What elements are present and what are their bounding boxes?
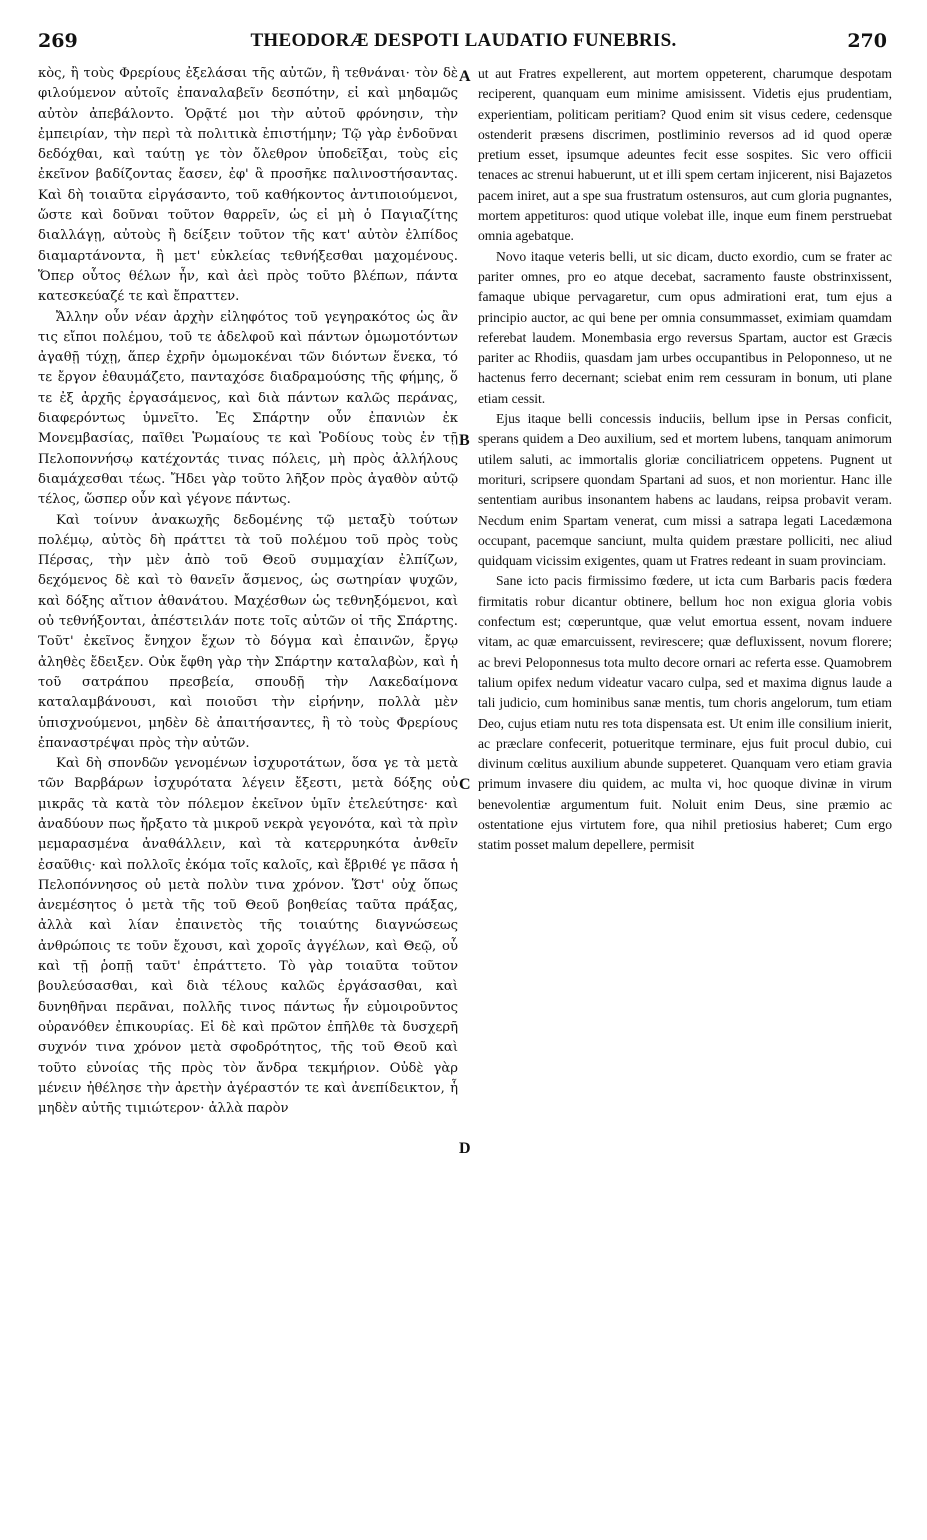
greek-paragraph-2: Ἄλλην οὖν νέαν ἀρχὴν εἰληφότος τοῦ γεγηρακότος ὡς ἂν τις εἴποι πολέμου, τοῦ τε ἀδελφοῦ καὶ πάντων ὁμωμοτόντων ἀγαθῇ τύχῃ, ἅπερ ἐχρῆν ὁμωμοκέναι τῶν διόντων ἕνεκα, τό τε ἔργον ἐθαυμάζετο, πανταχόσε διαδραμούσης τῆς φήμης, ὅ τε ἐξ ἀρχῆς ἐργασάμενος, καὶ διὰ πάντων καλῶς περάνας, διαφερόντως ὑμνεῖτο. Ἐς Σπάρτην οὖν ἐπανιὼν ἐκ Μονεμβασίας, παῖθει Ῥωμαίους τε καὶ Ῥοδίους τοὺς ἐν τῇ Πελοποννήσῳ κατέχοντάς τινας πόλεις, μὴ πρὸς ἀλλήλους διαμάχεσθαι τέως. Ἤδει γὰρ τοῦτο λῆξον πρὸς ἀγαθὸν αὐτῷ τέλος, ὥσπερ οὖν καὶ γέγονε πάντως. — [38, 309, 458, 508]
greek-paragraph-1: κὸς, ἢ τοὺς Φρερίους ἐξελάσαι τῆς αὐτῶν, ἢ τεθνάναι· τὸν δὲ φιλούμενον αὐτοῖς ἐπαναλαβεῖν δεσπότην, εἰ καὶ μηδαμῶς αὐτὸν ἀπεβάλοντο. Ὁρᾷτέ μοι τὴν αὐτοῦ φρόνησιν, τὴν ἐμπειρίαν, τὴν περὶ τὰ πολιτικὰ ἐπιστήμην; Τῷ γὰρ ἐνδοῦναι δεδόχθαι, καὶ ταύτῃ γε τὸν ὄλεθρον ὑποδεῖξαι, τοὺς εἰς ἐκεῖνον βαδίζοντας ἔασεν, ἐφ' ἃ προσῆκε παλινοστήσαντας. Καὶ δὴ τοιαῦτα εἰργάσαντο, τοῦ καθήκοντος ἀντιποιούμενοι, ὥστε καὶ δοῦναι τοῦτον θαρρεῖν, ὡς εἰ μὴ ὁ Παγιαζίτης διαλλάγῃ, αὐτοὺς ἢ δείξειν τοῦτον τῆς κατ' αὐτὸν ἐλπίδος διαμαρτάνοντα, ἢ μετ' εὐκλείας τεθνήξεσθαι μαχομένους. Ὅπερ οὗτος θέλων ἦν, καὶ ἀεὶ πρὸς τοῦτο βλέπων, πάντα κατεσκεύαζέ τε καὶ ἔπραττεν. — [38, 66, 458, 305]
latin-paragraph-1: ut aut Fratres expellerent, aut mortem oppeterent, charumque despotam reciperent, quanquam eum minime amisissent. Videtis ejus prudentiam, experientiam, politicam peritiam? Quod enim sit visus cedere, cedensque ostenderit præsens discrimen, postliminio reversos ad id quod operæ pretium esset, ipsumque adeuntes fecit esse sospites. Sic vero officii tenaces ac strenui habuerunt, ut et illi spem certam injicerent, nisi Bajazetos pacem iniret, aut a spe sua frustratum ostensuros, aut cum gloria pugnantes, mortem appetituros: quod utique volebat ille, inque eum finem perstruebat omnia agebatque. — [478, 66, 892, 244]
greek-column — [38, 64, 458, 1119]
greek-paragraph-4: Καὶ δὴ σπονδῶν γενομένων ἰσχυροτάτων, ὅσα γε τὰ μετὰ τῶν Βαρβάρων ἰσχυρότατα λέγειν ἔξεστι, μετὰ δόξης οὐ μικρᾶς τὰ κατὰ τὸν πόλεμον ἐκεῖνον ὑμῖν ἐτελεύτησε· καὶ ἀναδύουν πως ἤρξατο τὰ μικροῦ νεκρὰ γεγονότα, καὶ τὰ πρὶν μεμαρασμένα ἀναθάλλειν, καὶ τὰ κατερρυηκότα ἀνθεῖν ἐσαῦθις· καὶ πολλοῖς ἐκόμα τοῖς καλοῖς, καὶ ἔβριθέ γε πᾶσα ἡ Πελοπόννησος οὐ μετὰ πολὺν τινα χρόνον. Ὥστ' οὐχ ὅπως ἀνεμέσητος ὁ μετὰ τῆς τοῦ Θεοῦ βοηθείας ταῦτα πράξας, ἀλλὰ καὶ λίαν ἐπαινετὸς τῆς τοιαύτης διαγνώσεως ἀνθρώποις τε τοῦν ἔχουσι, καὶ χοροῖς ἀγγέλων, καὶ Θεῷ, οὗ καὶ τῇ ῥοπῇ ταῦτ' ἐπράττετο. Τὸ γὰρ τοιαῦτα τοῦτον βουλεύσασθαι, καὶ διὰ τέλους καλῶς ἐργάσασθαι, καὶ δυνηθῆναι περᾶναι, πολλῆς τινος πάντως ἦν εὐμοιροῦντος οὐρανόθεν ἐπικουρίας. Εἰ δὲ καὶ πρῶτον ἐπῆλθε τὰ δυσχερῆ συχνόν τινα χρόνον μετὰ σφοδρότητος, τῆς τοῦ Θεοῦ καὶ τοῦτο εὐνοίας τῆς πρὸς τὸν ἄνδρα τεκμήριον. Οὐδὲ γὰρ μένειν ἠθέλησε τὴν ἀρετὴν ἀγέραστόν τε καὶ ἀνεπίδεικτον, ἧ μηδὲν αὐτῆς τιμιώτερον· ἀλλὰ παρὸν — [38, 756, 458, 1117]
page-number-left: 269 — [38, 30, 78, 52]
greek-paragraph-3: Καὶ τοίνυν ἀνακωχῆς δεδομένης τῷ μεταξὺ τούτων πολέμῳ, αὐτὸς δὴ πράττει τὰ τοῦ πολέμου τοῦ πρὸς τοὺς Πέρσας, τὴν μὲν ἀπὸ τοῦ Θεοῦ συμμαχίαν ἐλπίζων, δεχόμενος δὲ καὶ τὸ θανεῖν ἄσμενος, ὡς σωτηρίαν ψυχῶν, καὶ δόξης αἴτιον ἀθανάτου. Μαχέσθων ὡς τεθνηξόμενοι, καὶ οὐ τεθνήξονται, ἀπέστειλάν ποτε τοῖς αὐτῶν οἱ τῆς Σπάρτης. Τοῦτ' ἐκεῖνος ἔνηχον ἔχων τὸ δόγμα καὶ ἐπαινῶν, ἔργῳ ἀληθὲς ἔδειξεν. Οὐκ ἔφθη γὰρ τὴν Σπάρτην καταλαβὼν, καὶ ἡ τοῦ σατράπου πρεσβεία, σπουδῇ τὴν Λακεδαίμονα καταλαμβάνουσι, καὶ ποιοῦσι τὴν εἰρήνην, πολλὰ μὲν ὑπισχνούμενοι, μηδὲν δὲ ἀπαιτήσαντες, ἢ τὸ τοὺς Φρερίους ἐπαναστρέψαι πρὸς τὴν αὐτῶν. — [38, 512, 458, 751]
latin-paragraph-3: Ejus itaque belli concessis induciis, bellum ipse in Persas conficit, sperans quidem a Deo auxilium, sed et mortem lubens, tanquam animorum utilem saluti, ac immortalis gloriæ conciliatricem oppetens. Pugnent ut morituri, scripsere quondam Spartani ad suos, et non morientur. Hanc ille sententiam auribus insonantem habens ac laudans, reipsa probavit veram. Necdum enim Spartam venerat, cum missi a satrapa legati Lacedæmona occupant, pacemque sanciunt, multa quidem præstare polliciti, nec aliud quidquam vicissim exigentes, quam ut Fratres redeant in suam provinciam. — [478, 411, 892, 569]
latin-column — [478, 64, 892, 856]
section-marker-b: B — [459, 432, 470, 449]
page-header — [0, 30, 927, 60]
page-number-right: 270 — [847, 30, 887, 52]
section-marker-c: C — [459, 776, 471, 793]
section-marker-d: D — [459, 1140, 471, 1157]
running-title: THEODORÆ DESPOTI LAUDATIO FUNEBRIS. — [250, 30, 677, 51]
latin-paragraph-4: Sane icto pacis firmissimo fœdere, ut icta cum Barbaris pacis fœdera firmitatis robur dicantur obtinere, bellum hoc non exigua gloria vobis confectum est; cœperuntque, quæ velut emortua essent, novam induere vitam, ac quæ emarcuissent, revirescere; quæ defluxissent, novum florere; ac brevi Peloponnesus tota multo decore ornari ac referta esse. Quamobrem talium opifex nedum videatur vacaro culpa, sed et maxima dignus laude a tali judicio, cum hominibus sanæ mentis, tum choris angelorum, tum etiam Deo, cujus etiam nutu res tota dispensata est. Ut enim ille consilium inierit, ac præclare confecerit, potueritque terminare, ejus fuit procul dubio, cui divinum cœlitus auxilium abunde suppeteret. Quanquam vero etiam gravia primum invasere diu quidem, ac multa vi, hoc quoque divinæ in virum benevolentiæ argumentum fuit. Noluit enim Deus, sine præmio ac ostentatione ejus virtutem fore, qua nihil pretiosius haberet; Cum ergo statim posset malum depellere, permisit — [478, 573, 892, 853]
section-marker-a: A — [459, 68, 471, 85]
latin-paragraph-2: Novo itaque veteris belli, ut sic dicam, ducto exordio, cum se frater ac pariter omnes, pro eo atque decebat, sacramento fauste obstrinxissent, famaque ubique pervagaretur, cum opus admirationi erat, tum ejus a principio auctor, ac qui bene per omnia consummasset, eximiam quamdam referebat laudem. Monembasia ergo reversus Spartam, auctor est Græcis pariter ac Rhodiis, quasdam jam urbes occupantibus in Peloponneso, ut ne hactenus ferro decernant; sciebat enim rem cessuram in bonum, uti plane etiam cessit. — [478, 248, 892, 406]
